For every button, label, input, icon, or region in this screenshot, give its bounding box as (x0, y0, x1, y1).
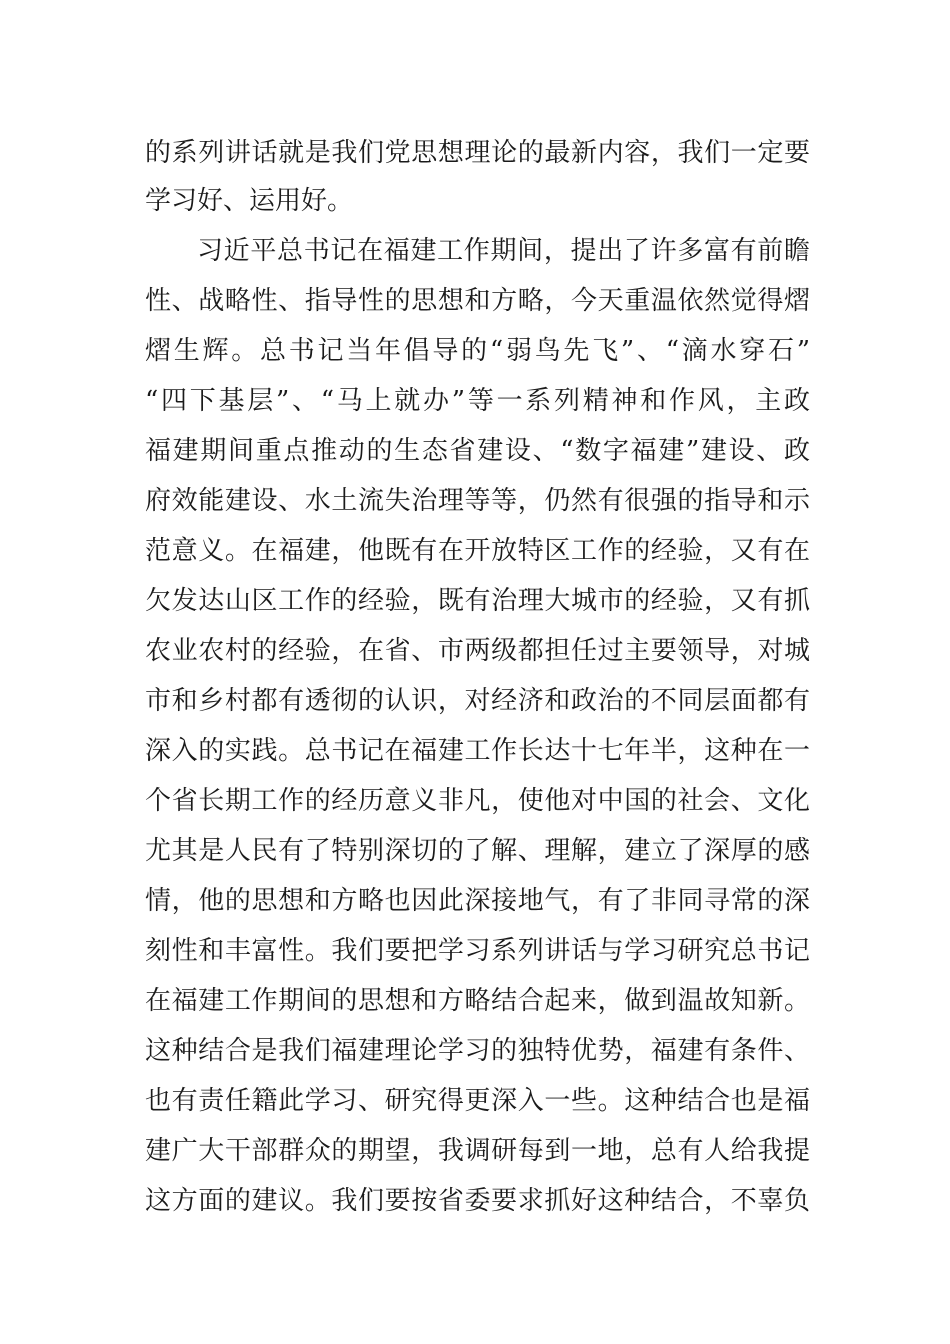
text-line: 福建期间重点推动的生态省建设、“数字福建”建设、政 (145, 436, 810, 466)
text-line: 深入的实践。总书记在福建工作长达十七年半，这种在一 (145, 736, 810, 766)
text-line: 欠发达山区工作的经验，既有治理大城市的经验，又有抓 (145, 586, 810, 616)
text-line: 范意义。在福建，他既有在开放特区工作的经验，又有在 (145, 536, 810, 566)
text-line: 的系列讲话就是我们党思想理论的最新内容，我们一定要 (145, 138, 810, 168)
text-line: 学习好、运用好。 (145, 186, 354, 216)
paragraph-first-line: 习近平总书记在福建工作期间，提出了许多富有前瞻 (197, 236, 810, 266)
text-line: 建广大干部群众的期望，我调研每到一地，总有人给我提 (145, 1136, 810, 1166)
text-line: 熠生辉。总书记当年倡导的“弱鸟先飞”、“滴水穿石” (145, 336, 810, 366)
text-line: 情，他的思想和方略也因此深接地气，有了非同寻常的深 (145, 886, 810, 916)
text-line: 市和乡村都有透彻的认识，对经济和政治的不同层面都有 (145, 686, 810, 716)
text-line: 这方面的建议。我们要按省委要求抓好这种结合，不辜负 (145, 1186, 810, 1216)
text-line: 尤其是人民有了特别深切的了解、理解，建立了深厚的感 (145, 836, 810, 866)
text-line: 个省长期工作的经历意义非凡，使他对中国的社会、文化 (145, 786, 810, 816)
text-line: “四下基层”、“马上就办”等一系列精神和作风，主政 (145, 386, 810, 416)
text-line: 也有责任籍此学习、研究得更深入一些。这种结合也是福 (145, 1086, 810, 1116)
text-line: 农业农村的经验，在省、市两级都担任过主要领导，对城 (145, 636, 810, 666)
text-line: 在福建工作期间的思想和方略结合起来，做到温故知新。 (145, 986, 810, 1016)
text-line: 府效能建设、水土流失治理等等，仍然有很强的指导和示 (145, 486, 810, 516)
text-line: 性、战略性、指导性的思想和方略，今天重温依然觉得熠 (145, 286, 810, 316)
text-line: 这种结合是我们福建理论学习的独特优势，福建有条件、 (145, 1036, 810, 1066)
text-line: 刻性和丰富性。我们要把学习系列讲话与学习研究总书记 (145, 936, 810, 966)
